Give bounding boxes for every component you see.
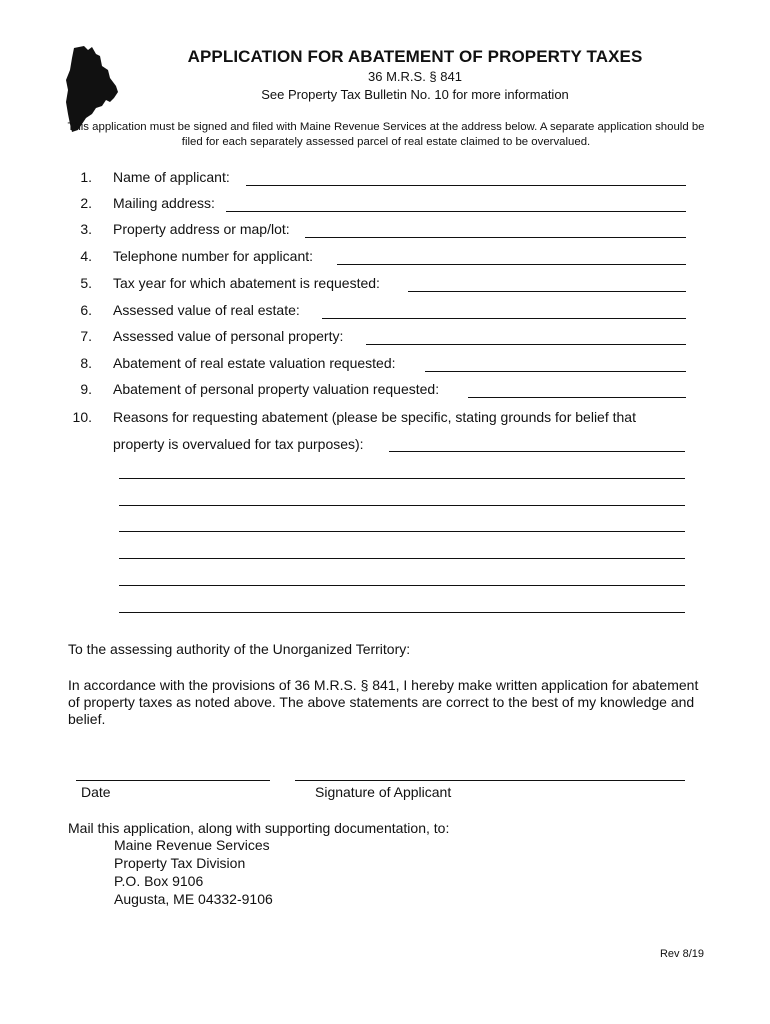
reasons-blank-line[interactable]	[119, 505, 685, 506]
item-number: 1.	[80, 169, 92, 185]
revision-label: Rev 8/19	[659, 948, 704, 960]
item-label: Telephone number for applicant:	[113, 248, 314, 264]
reasons-input-line[interactable]	[389, 451, 685, 452]
item-label: Assessed value of personal property:	[113, 328, 344, 344]
assessed-real-estate-input-line[interactable]	[322, 318, 686, 319]
field-abatement-personal-property	[66, 381, 686, 403]
field-property-address	[66, 221, 686, 243]
field-telephone	[66, 248, 686, 270]
item-label: Property address or map/lot:	[113, 221, 290, 237]
field-reasons	[66, 409, 686, 431]
property-address-input-line[interactable]	[305, 237, 686, 238]
item-number: 9.	[80, 381, 92, 397]
date-label: Date	[81, 784, 111, 800]
telephone-input-line[interactable]	[337, 264, 686, 265]
declaration-paragraph: In accordance with the provisions of 36 M.R.S. § 841, I hereby make written application for abatement of property taxes as noted above. The above statements are correct to the best of my knowledge and belief.	[68, 677, 699, 727]
form-title: APPLICATION FOR ABATEMENT OF PROPERTY TAXES	[187, 47, 643, 66]
item-number: 3.	[80, 221, 92, 237]
signature-label: Signature of Applicant	[315, 784, 452, 800]
reasons-blank-line[interactable]	[119, 558, 685, 559]
mailing-address-line: P.O. Box 9106	[114, 873, 204, 889]
statute-reference: 36 M.R.S. § 841	[368, 69, 462, 84]
field-name-of-applicant	[66, 169, 686, 191]
assessed-personal-property-input-line[interactable]	[366, 344, 686, 345]
bulletin-reference: See Property Tax Bulletin No. 10 for more information	[261, 87, 569, 102]
mailing-address-line: Augusta, ME 04332-9106	[114, 891, 273, 907]
field-abatement-real-estate	[66, 355, 686, 377]
addressee-line: To the assessing authority of the Unorganized Territory:	[68, 641, 411, 657]
tax-year-input-line[interactable]	[408, 291, 686, 292]
item-number: 4.	[80, 248, 92, 264]
applicant-signature-line[interactable]	[295, 780, 685, 781]
field-assessed-real-estate	[66, 302, 686, 324]
reasons-blank-line[interactable]	[119, 585, 685, 586]
date-signature-line[interactable]	[76, 780, 270, 781]
abatement-personal-property-input-line[interactable]	[468, 397, 686, 398]
mailing-address-line: Property Tax Division	[114, 855, 246, 871]
reasons-continuation: property is overvalued for tax purposes):	[113, 436, 364, 452]
field-mailing-address	[66, 195, 686, 217]
reasons-blank-line[interactable]	[119, 478, 685, 479]
item-number: 10.	[72, 409, 92, 425]
item-number: 5.	[80, 275, 92, 291]
item-label: Tax year for which abatement is requested:	[113, 275, 380, 291]
name-of-applicant-input-line[interactable]	[246, 185, 686, 186]
intro-paragraph: This application must be signed and filed with Maine Revenue Services at the address below. A separate application should be filed for each separately assessed parcel of real estate claimed to be overvalued.	[67, 121, 705, 148]
mailing-address-input-line[interactable]	[226, 211, 686, 212]
abatement-real-estate-input-line[interactable]	[425, 371, 686, 372]
item-label: Abatement of real estate valuation requested:	[113, 355, 396, 371]
field-tax-year	[66, 275, 686, 297]
reasons-blank-line[interactable]	[119, 531, 685, 532]
item-label: Assessed value of real estate:	[113, 302, 300, 318]
item-label: Name of applicant:	[113, 169, 230, 185]
item-number: 2.	[80, 195, 92, 211]
item-label: Reasons for requesting abatement (please be specific, stating grounds for belief that	[113, 409, 636, 425]
mailing-address-line: Maine Revenue Services	[114, 837, 270, 853]
item-label: Mailing address:	[113, 195, 215, 211]
field-assessed-personal-property	[66, 328, 686, 350]
item-label: Abatement of personal property valuation requested:	[113, 381, 440, 397]
item-number: 8.	[80, 355, 92, 371]
item-number: 6.	[80, 302, 92, 318]
item-number: 7.	[80, 328, 92, 344]
mailing-intro: Mail this application, along with supporting documentation, to:	[68, 820, 450, 836]
reasons-blank-line[interactable]	[119, 612, 685, 613]
